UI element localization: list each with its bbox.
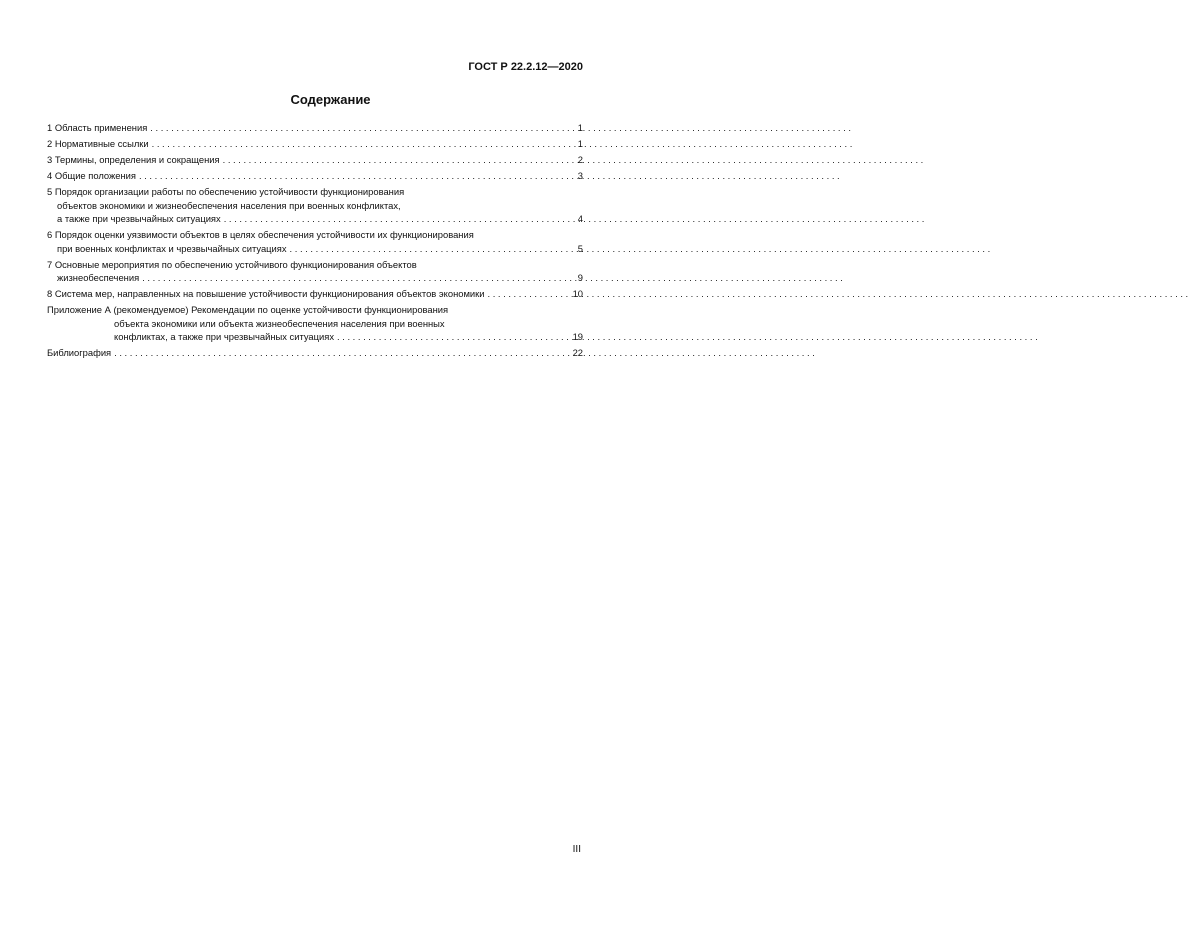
toc-entry[interactable] bbox=[47, 346, 583, 360]
toc-entry-page: 9 bbox=[577, 272, 583, 283]
leader-dots bbox=[290, 242, 575, 256]
leader-dots bbox=[152, 137, 575, 151]
toc-entry-text: объектов экономики и жизнеобеспечения населения при военных конфликтах, bbox=[57, 199, 401, 211]
toc-entry-text: Библиография bbox=[47, 347, 112, 358]
toc-entry-text: конфликтах, а также при чрезвычайных ситуациях bbox=[114, 331, 335, 342]
leader-dots bbox=[114, 346, 569, 360]
toc-entry-text: 2 Нормативные ссылки bbox=[47, 138, 149, 149]
toc-entry-page: 3 bbox=[577, 170, 583, 181]
toc-entry[interactable] bbox=[47, 228, 583, 255]
toc-entry-text: 6 Порядок оценки уязвимости объектов в целях обеспечения устойчивости их функционирования bbox=[47, 229, 474, 240]
toc-entry-text: 5 Порядок организации работы по обеспечению устойчивости функционирования bbox=[47, 186, 405, 197]
toc-entry-text: Приложение А (рекомендуемое) Рекомендации по оценке устойчивости функционирования bbox=[47, 304, 449, 315]
leader-dots bbox=[150, 121, 574, 135]
toc-entry-text: 3 Термины, определения и сокращения bbox=[47, 154, 220, 165]
toc-entry[interactable] bbox=[47, 185, 583, 226]
leader-dots bbox=[142, 271, 575, 285]
toc-entry-page: 10 bbox=[572, 288, 583, 299]
toc-entry[interactable] bbox=[47, 287, 583, 301]
toc-entry-page: 5 bbox=[577, 242, 583, 254]
toc-entry-text: объекта экономики или объекта жизнеобеспечения населения при военных bbox=[114, 317, 445, 329]
toc-entry[interactable] bbox=[47, 169, 583, 183]
toc-entry[interactable] bbox=[47, 303, 583, 344]
toc-entry-text: 1 Область применения bbox=[47, 122, 148, 133]
toc-entry-text: жизнеобеспечения bbox=[57, 272, 140, 283]
toc-entry-text: при военных конфликтах и чрезвычайных ситуациях bbox=[57, 242, 287, 254]
toc-entry[interactable] bbox=[47, 258, 583, 285]
toc-entry-text: 8 Система мер, направленных на повышение устойчивости функционирования объектов экономики bbox=[47, 288, 485, 299]
toc-title: Содержание bbox=[290, 92, 371, 107]
leader-dots bbox=[337, 330, 570, 344]
toc-entry-page: 2 bbox=[577, 154, 583, 165]
toc-entry-text: а также при чрезвычайных ситуациях bbox=[57, 213, 221, 224]
document-code: ГОСТ Р 22.2.12—2020 bbox=[468, 61, 583, 73]
toc-entry-page: 19 bbox=[572, 331, 583, 342]
toc-entry[interactable] bbox=[47, 137, 583, 151]
toc-entry-page: 22 bbox=[572, 347, 583, 358]
toc-entry-text: 4 Общие положения bbox=[47, 170, 136, 181]
toc-entry-page: 1 bbox=[577, 138, 583, 149]
leader-dots bbox=[139, 169, 575, 183]
toc-entry[interactable] bbox=[47, 121, 583, 135]
toc-entry-page: 1 bbox=[577, 122, 583, 133]
leader-dots bbox=[224, 212, 575, 226]
table-of-contents bbox=[47, 121, 583, 362]
toc-entry-text: 7 Основные мероприятия по обеспечению устойчивого функционирования объектов bbox=[47, 258, 417, 270]
toc-entry-page: 4 bbox=[577, 213, 583, 224]
page-number: III bbox=[572, 844, 581, 855]
leader-dots bbox=[487, 287, 569, 301]
leader-dots bbox=[223, 153, 575, 167]
toc-entry[interactable] bbox=[47, 153, 583, 167]
